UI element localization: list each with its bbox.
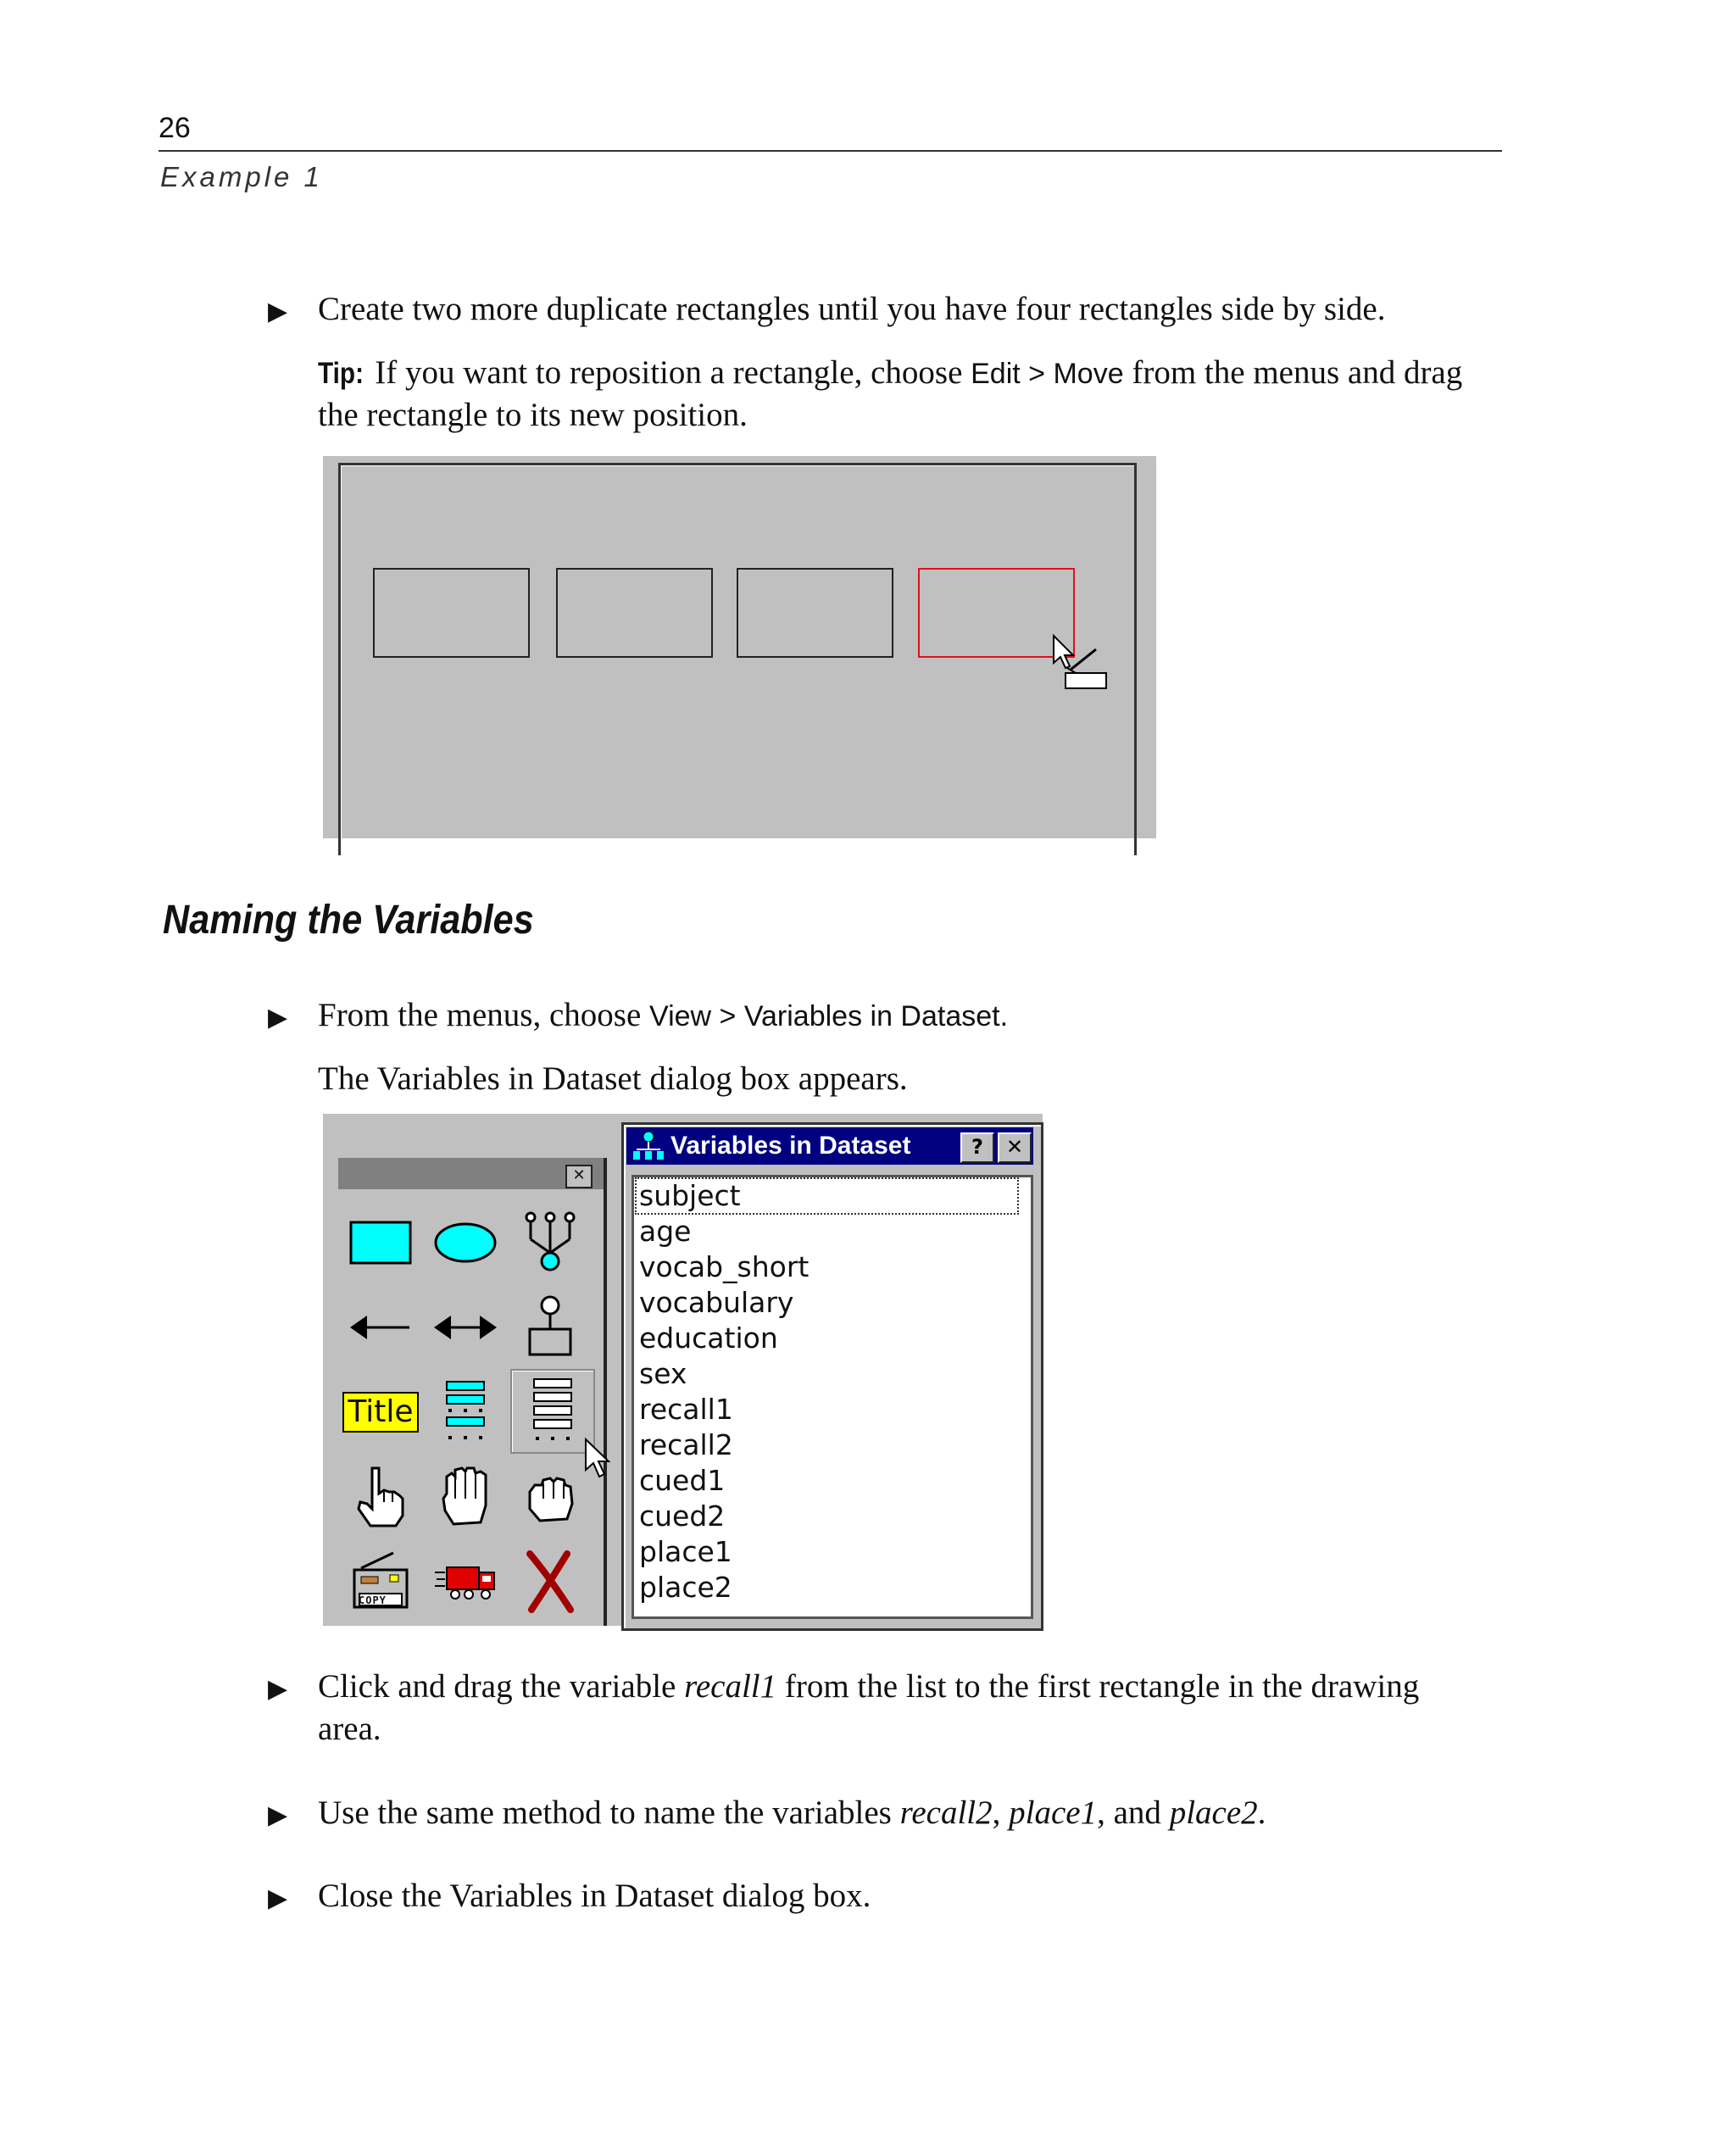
variable-name: recall2 [899,1794,993,1831]
list-item[interactable]: place2 [639,1571,732,1604]
step-text-part: , and [1097,1794,1170,1831]
close-button[interactable]: ✕ [998,1132,1032,1163]
list-item[interactable]: recall2 [639,1428,733,1461]
list-item[interactable]: place1 [639,1535,732,1568]
hierarchy-tool-icon[interactable] [512,1205,588,1281]
dataset-list-tool-icon[interactable] [510,1369,595,1454]
step-text-part: From the menus, choose [318,997,650,1033]
rectangle-tool-icon[interactable] [342,1205,419,1281]
ellipse-tool-icon[interactable] [427,1205,504,1281]
bullet-icon: ▶ [268,297,288,326]
drawing-canvas[interactable] [338,463,1137,855]
variables-dialog-screenshot [323,1114,1043,1626]
bullet-icon: ▶ [268,1674,288,1704]
help-button[interactable]: ? [960,1132,994,1163]
step-text [318,994,1008,1038]
copy-label: COPY [359,1594,387,1606]
delete-tool-icon[interactable] [512,1544,588,1620]
step-text-line2: area. [318,1711,381,1747]
palette-close-button[interactable]: ✕ [565,1165,593,1188]
copy-tool-icon[interactable] [342,1544,419,1620]
section-heading: Naming the Variables [163,898,534,943]
indicator-tool-icon[interactable] [512,1289,588,1366]
step-text-part: from the list to the first rectangle in the drawing [776,1668,1420,1705]
drawing-area-screenshot [323,456,1156,838]
tip-text: If you want to reposition a rectangle, choose [366,354,971,391]
step-text-part: . [1257,1794,1266,1831]
tip-text-line2: the rectangle to its new position. [318,397,748,433]
step-text-part: . [999,1000,1009,1032]
list-item[interactable]: age [639,1215,692,1248]
grab-hand-tool-icon[interactable] [512,1459,588,1535]
step-text [318,1666,1419,1708]
move-cursor-icon [1052,634,1111,702]
dialog-title-bar [626,1127,1033,1165]
step-text-part: Click and drag the variable [318,1668,685,1705]
title-tool-icon[interactable] [342,1374,419,1450]
bullet-icon: ▶ [268,1800,288,1830]
list-item[interactable]: education [639,1321,778,1355]
rectangle-3[interactable] [737,568,893,658]
step-text-part: , [992,1794,1010,1831]
rectangle-2[interactable] [556,568,713,658]
variables-listbox[interactable] [632,1175,1033,1619]
list-item[interactable]: sex [639,1357,687,1390]
variables-dialog [621,1122,1043,1631]
open-hand-tool-icon[interactable] [427,1459,504,1535]
tip-label: Tip: [318,357,364,390]
step-text: Close the Variables in Dataset dialog box. [318,1878,871,1914]
pointing-hand-tool-icon[interactable] [342,1459,419,1535]
pointer-cursor-icon [584,1438,613,1482]
rectangle-1[interactable] [373,568,530,658]
left-arrow-tool-icon[interactable] [342,1289,419,1366]
tip-text: from the menus and drag [1123,354,1463,391]
palette-title-bar [338,1158,604,1189]
title-tool-label: Title [342,1392,418,1433]
list-item[interactable]: cued1 [639,1464,726,1497]
bullet-icon: ▶ [268,1003,288,1032]
list-item[interactable]: cued2 [639,1499,726,1533]
list-item[interactable]: recall1 [639,1393,733,1426]
double-arrow-tool-icon[interactable] [427,1289,504,1366]
menu-path: View > Variables in Dataset [649,1000,1000,1032]
tool-palette [338,1158,607,1626]
step-text: Create two more duplicate rectangles until you have four rectangles side by side. [318,291,1386,327]
dialog-title: Variables in Dataset [670,1132,911,1160]
move-truck-tool-icon[interactable] [427,1544,504,1620]
header-rule [159,150,1502,152]
bullet-icon: ▶ [268,1883,288,1913]
list-item[interactable]: subject [637,1179,1017,1213]
tip-paragraph [318,352,1462,395]
list-item[interactable]: vocabulary [639,1286,794,1319]
menu-path: Edit > Move [971,358,1124,390]
step-note: The Variables in Dataset dialog box appears. [318,1060,908,1097]
variable-list-tool-icon[interactable] [427,1374,504,1450]
variable-name: place1 [1009,1794,1098,1831]
running-head: Example 1 [160,161,323,192]
dataset-icon [632,1131,665,1161]
variable-name: place2 [1169,1794,1258,1831]
list-item[interactable]: vocab_short [639,1250,810,1283]
step-text [318,1792,1266,1834]
variable-name: recall1 [684,1668,777,1705]
page-number: 26 [159,112,191,144]
step-text-part: Use the same method to name the variables [318,1794,900,1831]
